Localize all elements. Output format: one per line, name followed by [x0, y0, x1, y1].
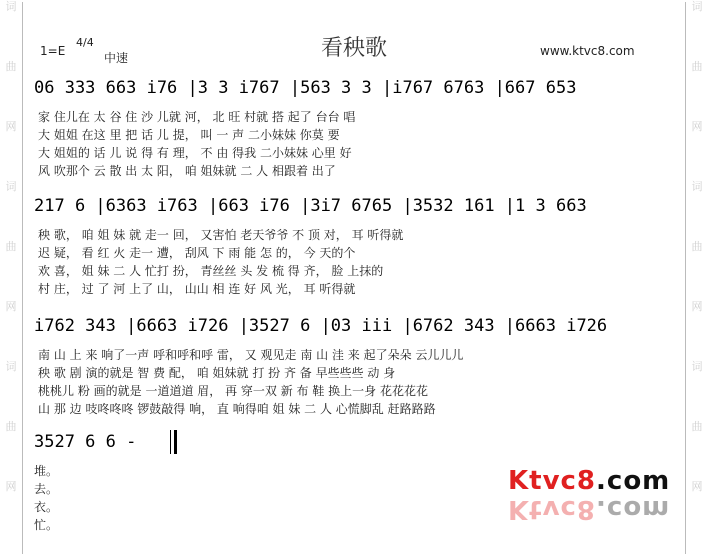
lyric-row-4-verse-3: 衣。 — [34, 500, 59, 514]
lyric-row-1-verse-1: 家 住儿在 太 谷 住 沙 儿就 河， 北 旺 村就 搭 起了 台台 唱 — [38, 110, 356, 124]
site-logo: Ktvc8.com — [508, 466, 671, 496]
lyric-row-3-verse-3: 桃桃儿 粉 画的就是 一道道道 眉， 再 穿一双 新 布 鞋 换上一身 花花花花 — [38, 384, 428, 398]
side-watermark-left: 词 曲 网 词 曲 网 词 曲 网 — [5, 0, 17, 493]
lyric-row-2-verse-1: 秧 歌， 咱 姐 妹 就 走一 回， 又害怕 老天爷爷 不 顶 对， 耳 听得就 — [38, 228, 404, 242]
lyric-row-3-verse-4: 山 那 边 吱咚咚咚 锣鼓敲得 响， 直 响得咱 姐 妹 二 人 心慌脚乱 赶路路路 — [38, 402, 436, 416]
notation-row-1: 06 333 663 i76 |3 3 i767 |563 3 3 |i767 6763 |667 653 — [34, 78, 577, 98]
lyric-row-3-verse-2: 秧 歌 剧 演的就是 智 费 配， 咱 姐妹就 打 扮 齐 备 早些些些 动 身 — [38, 366, 396, 380]
final-barline-thin — [170, 430, 171, 454]
lyric-row-1-verse-4: 风 吹那个 云 散 出 太 阳， 咱 姐妹就 二 人 相跟着 出了 — [38, 164, 336, 178]
lyric-row-2-verse-2: 迟 疑， 看 红 火 走一 遭， 刮风 下 雨 能 怎 的， 今 天的个 — [38, 246, 356, 260]
notation-row-2: 217 6 |6363 i763 |663 i76 |3i7 6765 |3532 161 |1 3 663 — [34, 196, 587, 216]
lyric-row-1-verse-3: 大 姐姐的 话 儿 说 得 有 理， 不 由 得我 二小妹妹 心里 好 — [38, 146, 352, 160]
final-barline-thick — [174, 430, 177, 454]
notation-row-3: i762 343 |6663 i726 |3527 6 |03 iii |6762 343 |6663 i726 — [34, 316, 608, 336]
lyric-row-4-verse-1: 堆。 — [34, 464, 59, 478]
tempo-marking: 中速 — [104, 51, 129, 65]
lyric-row-2-verse-4: 村 庄， 过 了 河 上了 山， 山山 相 连 好 风 光， 耳 听得就 — [38, 282, 356, 296]
lyric-row-1-verse-2: 大 姐姐 在这 里 把 话 儿 提， 叫 一 声 二小妹妹 你莫 要 — [38, 128, 340, 142]
side-watermark-right: 词 曲 网 词 曲 网 词 曲 网 — [691, 0, 703, 493]
key-signature: 1=E — [40, 44, 66, 58]
lyric-row-2-verse-3: 欢 喜， 姐 妹 二 人 忙打 扮， 青丝丝 头 发 梳 得 齐， 脸 上抹的 — [38, 264, 384, 278]
lyric-row-4-verse-4: 忙。 — [34, 518, 59, 532]
lyric-row-3-verse-1: 南 山 上 来 响了一声 呼和呼和呼 雷， 又 观见走 南 山 洼 来 起了朵朵 云儿儿儿 — [38, 348, 464, 362]
notation-row-4: 3527 6 6 - — [34, 432, 137, 452]
song-title: 看秧歌 — [320, 36, 387, 61]
time-signature: 4/4 — [76, 36, 94, 49]
site-logo-reflection: Ktvc8.com — [508, 494, 671, 524]
lyric-row-4-verse-2: 去。 — [34, 482, 59, 496]
site-url: www.ktvc8.com — [540, 44, 635, 58]
